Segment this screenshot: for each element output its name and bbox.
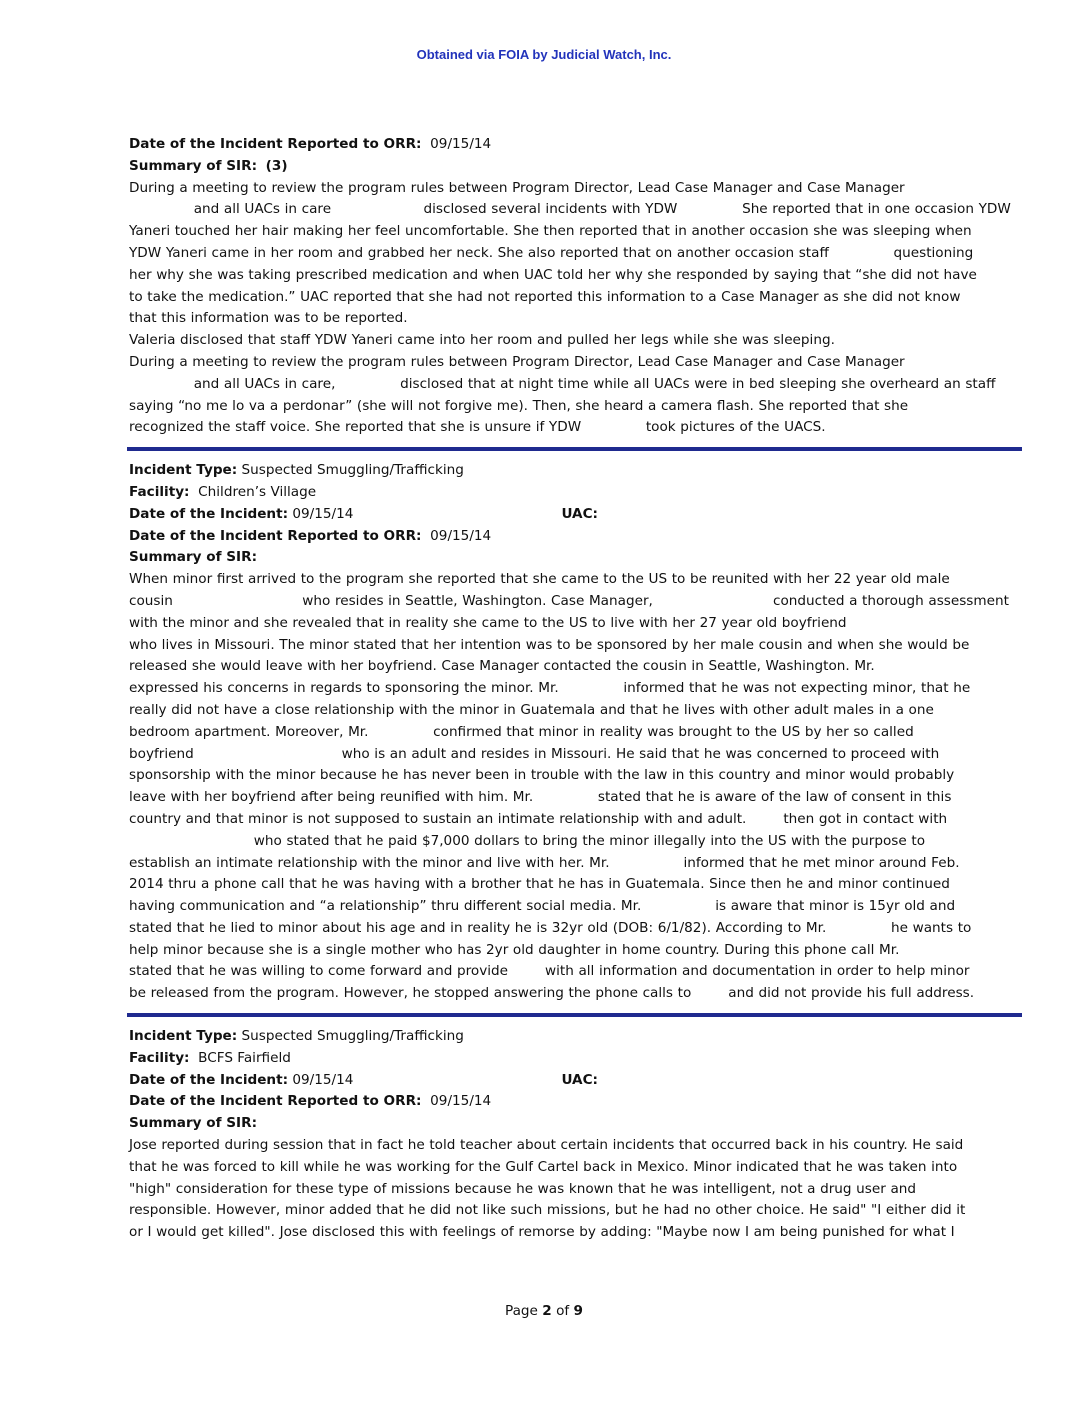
block2-summary-row: [129, 547, 1029, 569]
summary-line: establish an intimate relationship with the minor and live with her. Mr. informed that he met minor around Feb.: [129, 854, 960, 871]
date-reported-label: Date of the Incident Reported to ORR:: [129, 527, 422, 544]
summary-line: that this information was to be reported.: [129, 310, 408, 327]
block2-date-reported-row: [129, 526, 1029, 548]
summary-line: released she would leave with her boyfriend. Case Manager contacted the cousin in Seattle, Washington. Mr.: [129, 658, 875, 675]
summary-number: (3): [265, 157, 288, 174]
summary-line: 2014 thru a phone call that he was having with a brother that he has in Guatemala. Since then he and minor continued: [129, 876, 950, 893]
summary-line: responsible. However, minor added that he did not like such missions, but he had no other choice. He said" "I either did it: [129, 1202, 966, 1219]
summary-line: cousin who resides in Seattle, Washington. Case Manager, conducted a thorough assessment: [129, 592, 1009, 609]
block3-summary-text: [129, 1135, 1029, 1244]
summary-line: having communication and “a relationship” thru different social media. Mr. is aware that minor is 15yr old and: [129, 898, 956, 915]
summary-line: with the minor and she revealed that in reality she came to the US to live with her 27 year old boyfriend: [129, 614, 847, 631]
date-incident-label: Date of the Incident:: [129, 505, 289, 522]
summary-line: her why she was taking prescribed medication and when UAC told her why she responded by saying that “she did not have: [129, 266, 977, 283]
summary-line: and all UACs in care, disclosed that at night time while all UACs were in bed sleeping she overheard an staff: [129, 375, 996, 392]
date-incident-value: 09/15/14: [292, 505, 354, 522]
block1-summary-text: [129, 178, 1029, 440]
block2-date-incident-row: [129, 504, 1029, 526]
section-divider: [127, 1013, 1022, 1017]
summary-line: Valeria disclosed that staff YDW Yaneri came into her room and pulled her legs while she was sleeping.: [129, 332, 835, 349]
block3-facility-row: [129, 1048, 1029, 1070]
summary-line: recognized the staff voice. She reported that she is unsure if YDW took pictures of the UACS.: [129, 419, 826, 436]
summary-line: that he was forced to kill while he was working for the Gulf Cartel back in Mexico. Minor indicated that he was taken into: [129, 1158, 958, 1175]
block3-incident-type-row: [129, 1026, 1029, 1048]
summary-line: be released from the program. However, he stopped answering the phone calls to and did not provide his full address.: [129, 985, 975, 1002]
date-reported-label: Date of the Incident Reported to ORR:: [129, 136, 422, 152]
block2-facility-row: [129, 482, 1029, 504]
block3-date-reported-row: [129, 1091, 1029, 1113]
date-reported-value: 09/15/14: [430, 527, 492, 544]
of-word: of: [556, 1303, 570, 1319]
summary-line: stated that he lied to minor about his age and in reality he is 32yr old (DOB: 6/1/82). According to Mr. he wants to: [129, 919, 972, 936]
foia-watermark: Obtained via FOIA by Judicial Watch, Inc.: [416, 47, 672, 62]
summary-line: really did not have a close relationship with the minor in Guatemala and that he lives with other adult males in a one: [129, 701, 934, 718]
incident-type-value: Suspected Smuggling/Trafficking: [241, 1028, 464, 1045]
incident-type-label: Incident Type:: [129, 1028, 238, 1045]
uac-label: UAC:: [561, 1071, 598, 1088]
summary-line: sponsorship with the minor because he has never been in trouble with the law in this country and minor would probably: [129, 767, 955, 784]
summary-line: who lives in Missouri. The minor stated that her intention was to be sponsored by her male cousin and when she would be: [129, 636, 970, 653]
date-reported-value: 09/15/14: [430, 1093, 492, 1110]
summary-label: Summary of SIR:: [129, 1115, 258, 1132]
date-reported-label: Date of the Incident Reported to ORR:: [129, 1093, 422, 1110]
summary-line: to take the medication.” UAC reported that she had not reported this information to a Case Manager as she did not know: [129, 288, 961, 305]
block1-date-reported-row: [129, 134, 1029, 156]
summary-line: "high" consideration for these type of missions because he was known that he was intelligent, not a drug user and: [129, 1180, 917, 1197]
block1-summary-row: [129, 156, 1029, 178]
summary-line: Jose reported during session that in fact he told teacher about certain incidents that occurred back in his country. He said: [129, 1137, 964, 1154]
document-body: [129, 134, 1029, 1244]
incident-type-label: Incident Type:: [129, 462, 238, 479]
facility-value: Children’s Village: [198, 483, 317, 500]
date-incident-value: 09/15/14: [292, 1071, 354, 1088]
page-footer: [0, 1303, 1088, 1319]
summary-line: bedroom apartment. Moreover, Mr. confirmed that minor in reality was brought to the US by her so called: [129, 723, 914, 740]
summary-line: During a meeting to review the program rules between Program Director, Lead Case Manager and Case Manager: [129, 353, 905, 370]
summary-line: or I would get killed". Jose disclosed this with feelings of remorse by adding: "Maybe now I am being punished for what I: [129, 1224, 955, 1241]
uac-label: UAC:: [561, 505, 598, 522]
block2-incident-type-row: [129, 460, 1029, 482]
date-incident-label: Date of the Incident:: [129, 1071, 289, 1088]
summary-line: When minor first arrived to the program she reported that she came to the US to be reunited with her 22 year old male: [129, 571, 950, 588]
facility-value: BCFS Fairfield: [198, 1049, 291, 1066]
incident-type-value: Suspected Smuggling/Trafficking: [241, 462, 464, 479]
summary-line: help minor because she is a single mother who has 2yr old daughter in home country. During this phone call Mr.: [129, 941, 900, 958]
summary-line: who stated that he paid $7,000 dollars to bring the minor illegally into the US with the purpose to: [129, 832, 926, 849]
facility-label: Facility:: [129, 1049, 190, 1066]
summary-line: Yaneri touched her hair making her feel uncomfortable. She then reported that in another occasion she was sleeping when: [129, 223, 972, 240]
page-word: Page: [505, 1303, 538, 1319]
block3-summary-row: [129, 1113, 1029, 1135]
summary-line: YDW Yaneri came in her room and grabbed her neck. She also reported that on another occasion staff questioning: [129, 244, 974, 261]
summary-label: Summary of SIR:: [129, 549, 258, 566]
block3-date-incident-row: [129, 1070, 1029, 1092]
page-number: 2: [542, 1303, 552, 1319]
date-reported-value: 09/15/14: [430, 136, 492, 152]
summary-label: Summary of SIR:: [129, 157, 258, 174]
summary-line: and all UACs in care disclosed several incidents with YDW She reported that in one occasion YDW: [129, 201, 1011, 218]
facility-label: Facility:: [129, 483, 190, 500]
summary-line: During a meeting to review the program rules between Program Director, Lead Case Manager and Case Manager: [129, 179, 905, 196]
summary-line: expressed his concerns in regards to sponsoring the minor. Mr. informed that he was not expecting minor, that he: [129, 680, 971, 697]
page-total: 9: [573, 1303, 583, 1319]
summary-line: leave with her boyfriend after being reunified with him. Mr. stated that he is aware of the law of consent in this: [129, 789, 952, 806]
section-divider: [127, 447, 1022, 451]
summary-line: boyfriend who is an adult and resides in Missouri. He said that he was concerned to proceed with: [129, 745, 940, 762]
block2-summary-text: [129, 569, 1029, 1005]
summary-line: country and that minor is not supposed to sustain an intimate relationship with and adult. then got in contact with: [129, 810, 948, 827]
summary-line: stated that he was willing to come forward and provide with all information and documentation in order to help minor: [129, 963, 970, 980]
summary-line: saying “no me lo va a perdonar” (she will not forgive me). Then, she heard a camera flash. She reported that she: [129, 397, 909, 414]
